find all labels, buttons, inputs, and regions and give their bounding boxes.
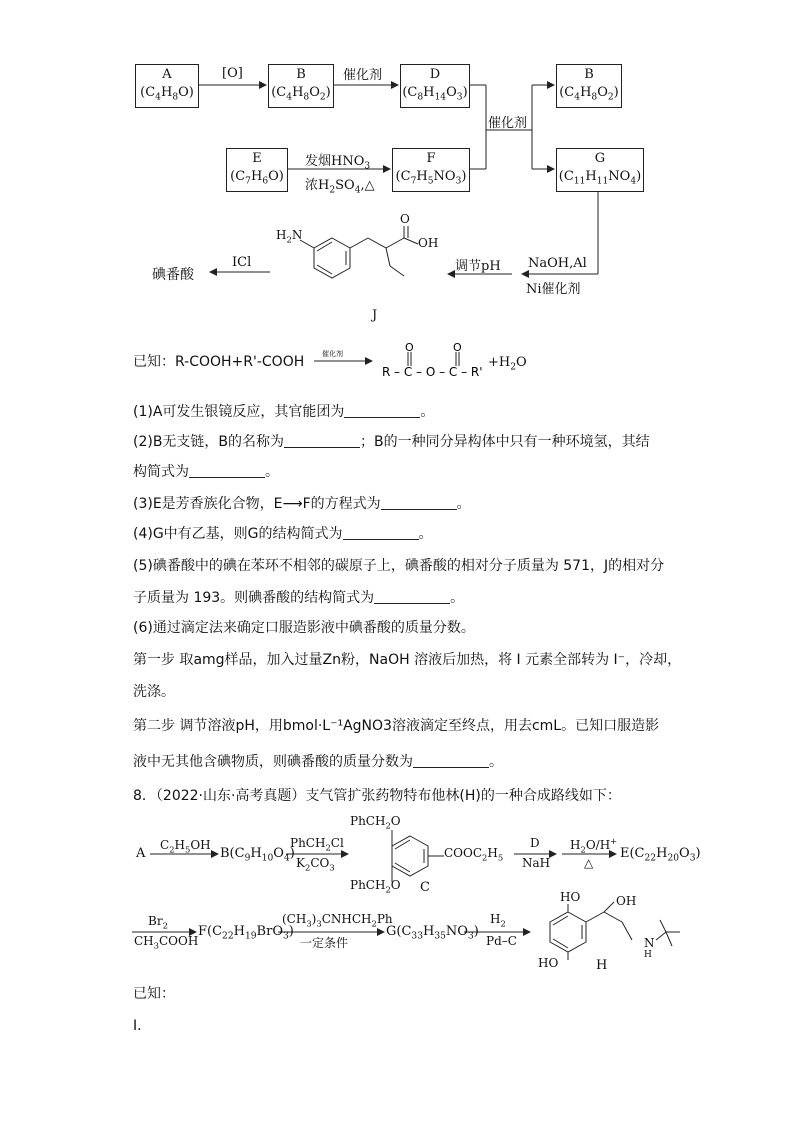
svg-text:R: R	[382, 365, 391, 379]
formula-A: $(C_4H_8O)$	[140, 84, 194, 103]
p8-r3a: D	[530, 836, 540, 850]
step-1b: 洗涤。	[133, 684, 175, 700]
box-B: B $(C_4H_8O_2)$	[268, 64, 334, 108]
p8-r7a: $H_2$	[490, 912, 506, 929]
p8-H-OH: OH	[616, 894, 637, 908]
structure-J	[300, 226, 418, 278]
box-E: E $(C_7H_6O)$	[226, 148, 288, 192]
question-4: (4)G中有乙基，则G的结构简式为 。	[133, 526, 433, 542]
question-5b: 子质量为 193。则碘番酸的结构简式为 。	[133, 590, 465, 606]
svg-text:– C – O – C – R': – C – O – C – R'	[394, 365, 483, 379]
formula-E: $(C_7H_6O)$	[230, 168, 284, 187]
formula-D: $(C_8H_{14}O_3)$	[402, 84, 468, 103]
p8-H-H: H	[644, 950, 652, 960]
box-B2: B $(C_4H_8O_2)$	[556, 64, 622, 108]
p8-G: $G(C_{33}H_{35}NO_3)$	[386, 924, 479, 942]
p8-C-bottom: PhCH$_2$O	[350, 878, 401, 895]
question-6: (6)通过滴定法来确定口服造影液中碘番酸的质量分数。	[133, 620, 475, 636]
structure-C	[392, 830, 444, 882]
structure-H	[550, 902, 680, 960]
p8-r6a: $(CH_3)_3CNHCH_2Ph$	[282, 912, 393, 929]
p8-H-HO2: HO	[538, 956, 559, 970]
blank[interactable]	[189, 477, 265, 478]
p8-B: $B(C_9H_{10}O_4)$	[220, 846, 295, 864]
box-D: D $(C_8H_{14}O_3)$	[400, 64, 470, 108]
label-ICl: ICl	[232, 255, 252, 270]
p8-C-top: PhCH$_2$O	[350, 814, 401, 831]
p8-r5b: $CH_3COOH$	[134, 934, 199, 951]
p8-known: 已知：	[133, 986, 175, 1002]
question-3: (3)E是芳香族化合物，E⟶F的方程式为 。	[133, 496, 471, 512]
J-O: O	[400, 212, 410, 226]
question-1: (1)A可发生银镜反应，其官能团为 。	[133, 404, 435, 420]
p8-H-HO1: HO	[560, 890, 581, 904]
label-Ni-catalyst: Ni催化剂	[526, 282, 581, 297]
p8-r1: $C_2H_5OH$	[160, 838, 211, 855]
label-catalyst-BD: 催化剂	[343, 68, 383, 83]
problem8-scheme	[0, 810, 794, 980]
problem-8-title: 8．（2022·山东·高考真题）支气管扩张药物特布他林(H)的一种合成路线如下：	[133, 788, 621, 804]
p8-r6b: 一定条件	[300, 936, 349, 950]
blank[interactable]	[343, 539, 419, 540]
svg-text:O: O	[405, 341, 414, 354]
label-fuming-HNO3: 发烟$HNO_3$	[305, 154, 371, 172]
p8-C-label: C	[420, 880, 430, 895]
box-G: G $(C_{11}H_{11}NO_4)$	[556, 148, 644, 192]
step-2b: 液中无其他含碘物质，则碘番酸的质量分数为 。	[133, 754, 503, 770]
p8-r3b: NaH	[522, 856, 551, 870]
p8-roman1: I．	[133, 1018, 152, 1034]
label-adjust-pH: 调节pH	[455, 259, 501, 274]
p8-E: $E(C_{22}H_{20}O_3)$	[620, 846, 701, 864]
p8-C-ester: $COOC_2H_5$	[444, 846, 504, 863]
blank[interactable]	[381, 509, 457, 510]
step-2a: 第二步 调节溶液pH，用bmol·L⁻¹AgNO3溶液滴定至终点，用去cmL。已知口服造影	[133, 718, 660, 734]
step-1a: 第一步 取amg样品，加入过量Zn粉，NaOH 溶液后加热，将 I 元素全部转为 I⁻，冷却，	[133, 652, 682, 668]
formula-B: $(C_4H_8O_2)$	[271, 84, 331, 103]
blank[interactable]	[413, 767, 489, 768]
p8-r4b: △	[584, 856, 594, 870]
known-reaction: 已知：R-COOH+R'-COOH	[133, 354, 305, 370]
p8-F: $F(C_{22}H_{19}BrO_3)$	[198, 924, 294, 942]
p8-r7b: Pd–C	[486, 934, 517, 948]
question-2b: 构简式为 。	[133, 464, 279, 480]
label-catalyst-DF: 催化剂	[488, 116, 528, 131]
label-J: J	[372, 308, 378, 323]
p8-r2a: PhCH$_2$Cl	[290, 836, 344, 853]
blank[interactable]	[374, 603, 450, 604]
label-O-oxidation: [O]	[222, 66, 243, 81]
blank[interactable]	[344, 417, 420, 418]
p8-H-N: N	[644, 936, 655, 950]
known-cat: 催化剂	[322, 350, 343, 358]
p8-r2b: $K_2CO_3$	[296, 856, 335, 873]
label-conc-H2SO4: 浓$H_2SO_4,\triangle$	[305, 178, 375, 196]
box-A: A $(C_4H_8O)$	[135, 64, 199, 108]
formula-B2: $(C_4H_8O_2)$	[559, 84, 619, 103]
J-OH: OH	[418, 236, 439, 250]
p8-r4a: $H_2O/H^+$	[570, 836, 618, 855]
J-NH2: $H_2N$	[276, 228, 303, 245]
label-NaOH-Al: NaOH,Al	[528, 256, 587, 271]
formula-F: $(C_7H_5NO_3)$	[395, 168, 467, 187]
label-iopanoic-acid: 碘番酸	[152, 267, 194, 283]
svg-text:O: O	[453, 341, 462, 354]
question-5a: (5)碘番酸中的碘在苯环不相邻的碳原子上，碘番酸的相对分子质量为 571，J的相对分	[133, 558, 665, 574]
blank[interactable]	[284, 447, 360, 448]
known-water: $+H_2O$	[488, 355, 527, 373]
scheme1-arrows	[0, 0, 794, 330]
p8-H-label: H	[596, 958, 608, 973]
box-F: F $(C_7H_5NO_3)$	[392, 148, 470, 192]
p8-A: A	[136, 846, 146, 861]
p8-r5a: $Br_2$	[148, 914, 168, 931]
question-2a: (2)B无支链，B的名称为 ；B的一种同分异构体中只有一种环境氢，其结	[133, 434, 650, 450]
formula-G: $(C_{11}H_{11}NO_4)$	[558, 168, 642, 187]
